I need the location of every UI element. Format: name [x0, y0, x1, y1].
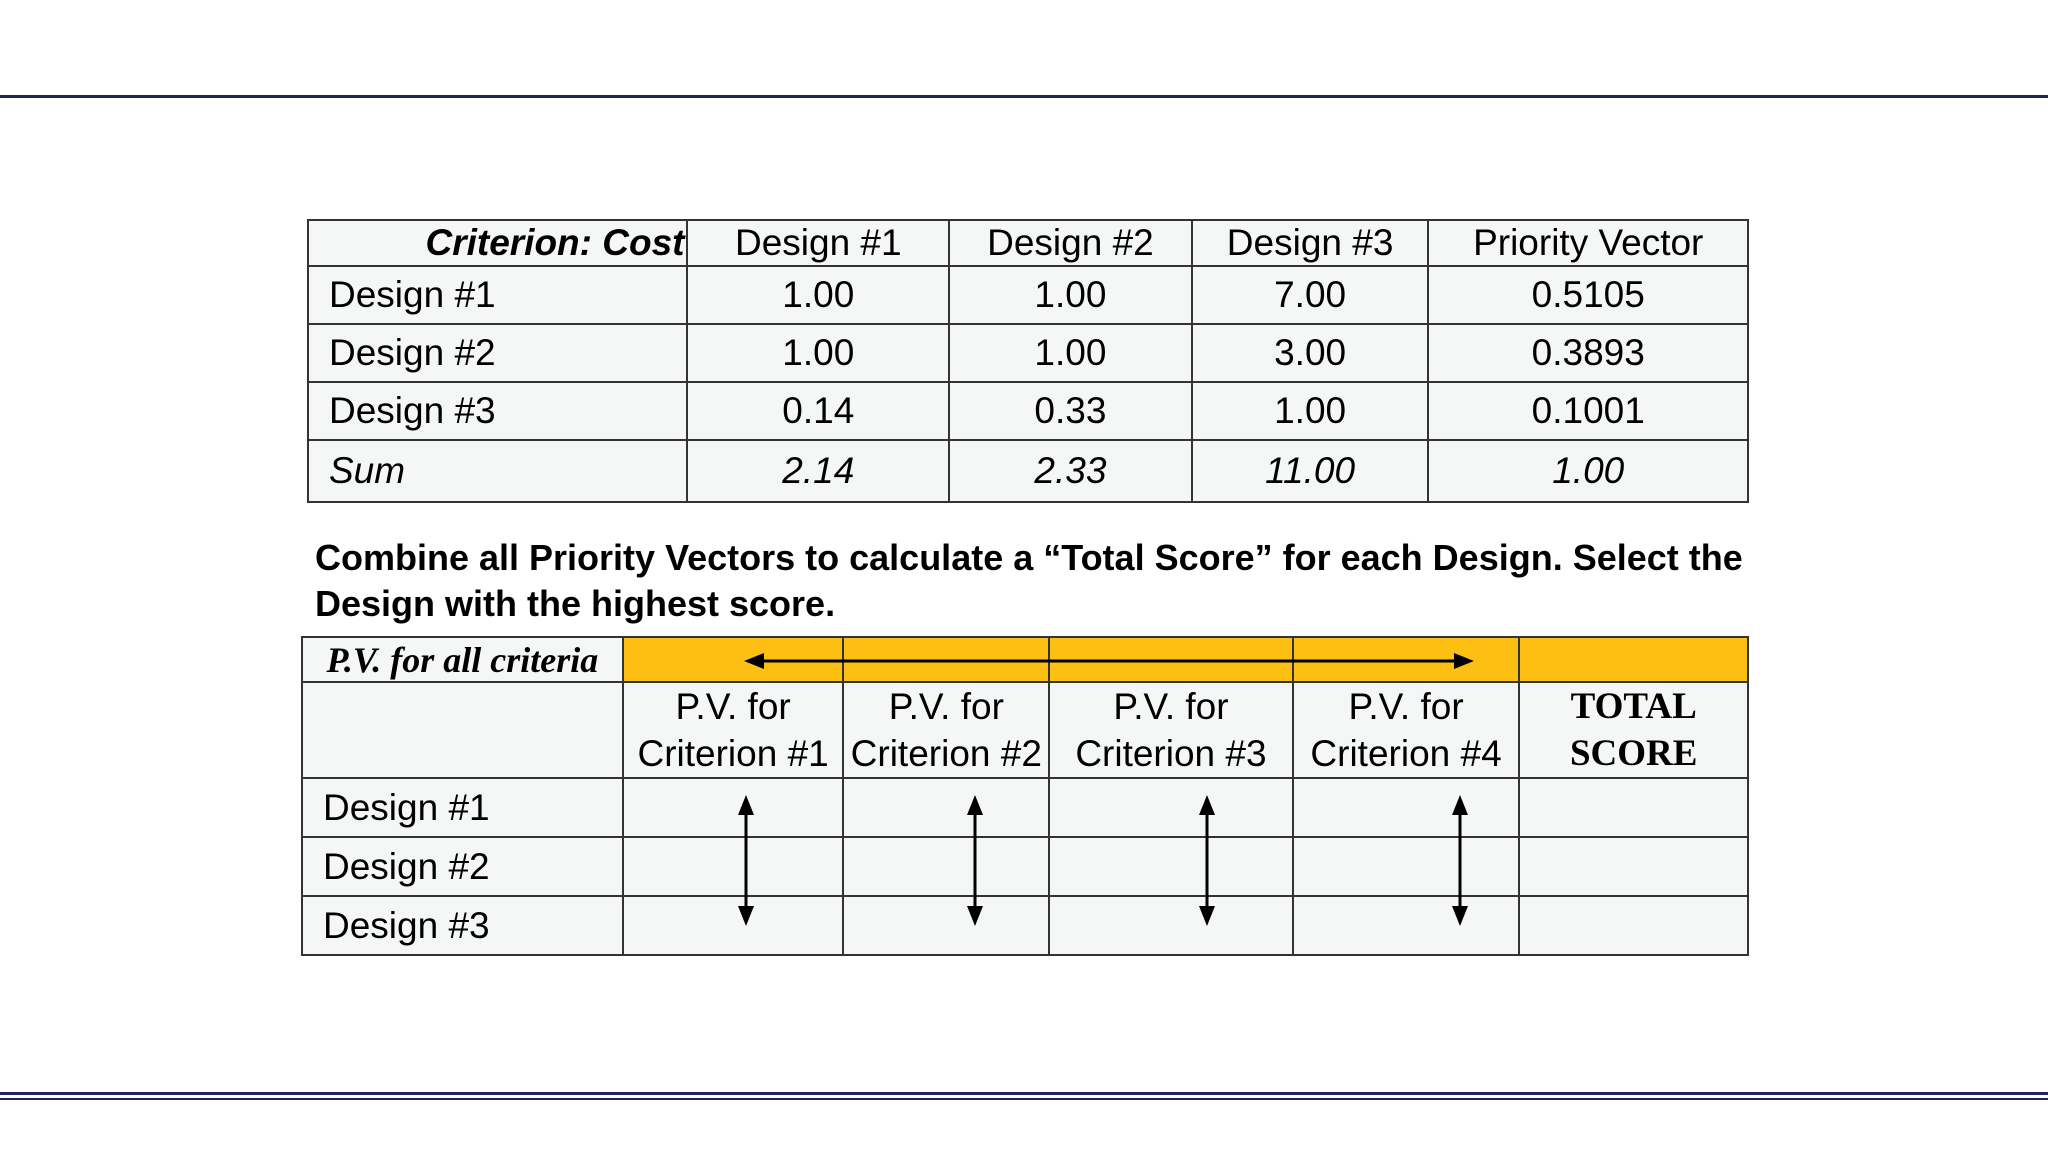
table-cell [1293, 896, 1520, 955]
highlight-band-cell [1293, 637, 1520, 682]
criterion-header-line: P.V. for [675, 686, 791, 727]
criterion-column-header [1293, 682, 1520, 778]
table-row [302, 778, 1748, 837]
score-cell [1519, 778, 1748, 837]
row-label: Design #2 [308, 324, 687, 382]
table-cell [843, 837, 1049, 896]
criterion-header-line: Criterion #2 [850, 733, 1042, 774]
column-header: Priority Vector [1428, 220, 1748, 266]
table-row [302, 837, 1748, 896]
bottom-rule [0, 1092, 2048, 1095]
table-row [308, 382, 1748, 440]
table-cell [1293, 778, 1520, 837]
sum-row [308, 440, 1748, 502]
column-header: Design #3 [1192, 220, 1429, 266]
table-cell [843, 896, 1049, 955]
total-score-table [301, 636, 1749, 956]
criterion-header-line: P.V. for [1348, 686, 1464, 727]
table-cell: 2.14 [687, 440, 949, 502]
table-row [308, 324, 1748, 382]
cost-table-header-row [308, 220, 1748, 266]
table-cell: 11.00 [1192, 440, 1429, 502]
table-cell: 1.00 [687, 324, 949, 382]
empty-header-cell [302, 682, 623, 778]
total-score-header [1519, 682, 1748, 778]
table-row [302, 896, 1748, 955]
top-rule [0, 95, 2048, 98]
instruction-text: Combine all Priority Vectors to calculate a “Total Score” for each Design. Select the Design with the highest score. [315, 537, 1743, 624]
table-cell: 1.00 [949, 266, 1192, 324]
highlight-band-cell [1519, 637, 1748, 682]
pv-band-row [302, 637, 1748, 682]
pv-all-criteria-label: P.V. for all criteria [302, 637, 623, 682]
criterion-column-header [843, 682, 1049, 778]
table-cell [623, 896, 844, 955]
criterion-header-line: Criterion #1 [637, 733, 829, 774]
table-cell [623, 778, 844, 837]
table-cell: 0.14 [687, 382, 949, 440]
row-label: Sum [308, 440, 687, 502]
row-label: Design #1 [302, 778, 623, 837]
row-label: Design #2 [302, 837, 623, 896]
table-cell [1293, 837, 1520, 896]
table-cell: 1.00 [1428, 440, 1748, 502]
table-cell: 0.5105 [1428, 266, 1748, 324]
cost-comparison-table [307, 219, 1749, 503]
score-cell [1519, 837, 1748, 896]
table-cell: 1.00 [1192, 382, 1429, 440]
table-cell [1049, 778, 1293, 837]
highlight-band-cell [623, 637, 844, 682]
highlight-band-cell [843, 637, 1049, 682]
criterion-header-line: P.V. for [1113, 686, 1229, 727]
criterion-column-header [623, 682, 844, 778]
table-cell: 3.00 [1192, 324, 1429, 382]
criterion-label: Criterion: Cost [308, 220, 687, 266]
bottom-rule-thin [0, 1098, 2048, 1100]
criterion-header-line: Criterion #3 [1075, 733, 1267, 774]
criterion-column-header [1049, 682, 1293, 778]
criterion-header-line: Criterion #4 [1310, 733, 1502, 774]
criteria-header-row [302, 682, 1748, 778]
highlight-band-cell [1049, 637, 1293, 682]
row-label: Design #1 [308, 266, 687, 324]
table-cell [843, 778, 1049, 837]
score-cell [1519, 896, 1748, 955]
column-header: Design #1 [687, 220, 949, 266]
column-header: Design #2 [949, 220, 1192, 266]
score-header-line: TOTAL [1570, 686, 1697, 727]
table-cell [1049, 837, 1293, 896]
row-label: Design #3 [308, 382, 687, 440]
table-cell: 2.33 [949, 440, 1192, 502]
table-cell: 1.00 [687, 266, 949, 324]
criterion-header-line: P.V. for [888, 686, 1004, 727]
table-cell: 7.00 [1192, 266, 1429, 324]
table-cell: 0.1001 [1428, 382, 1748, 440]
table-cell: 0.3893 [1428, 324, 1748, 382]
table-cell: 1.00 [949, 324, 1192, 382]
table-cell [1049, 896, 1293, 955]
table-row [308, 266, 1748, 324]
row-label: Design #3 [302, 896, 623, 955]
score-header-line: SCORE [1569, 733, 1698, 774]
table-cell: 0.33 [949, 382, 1192, 440]
table-cell [623, 837, 844, 896]
